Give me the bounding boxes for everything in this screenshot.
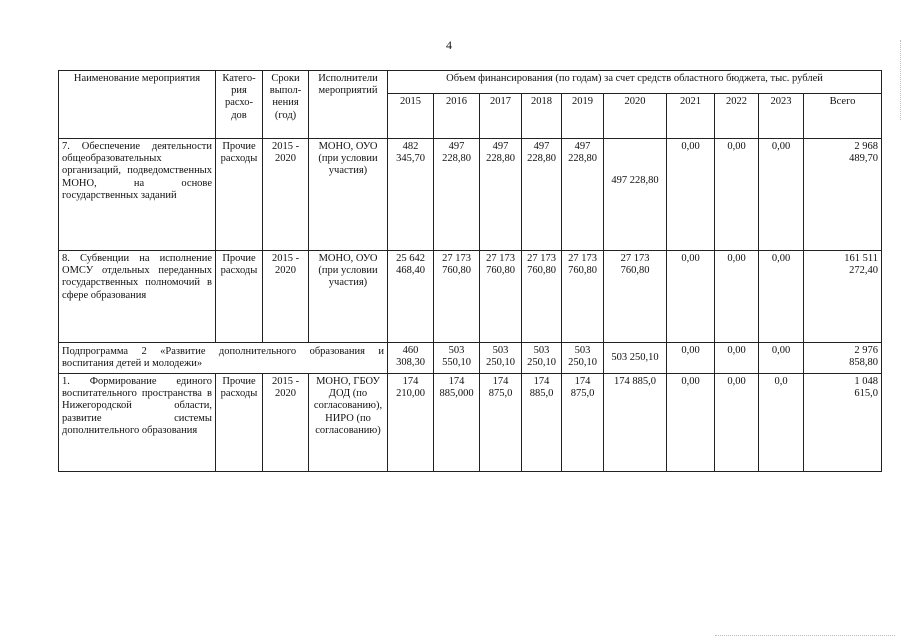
header-year: 2017	[480, 94, 522, 139]
header-funding: Объем финансирования (по годам) за счет средств областного бюджета, тыс. рублей	[388, 71, 882, 94]
row-terms: 2015 - 2020	[263, 374, 309, 472]
header-terms: Сроки выпол- нения (год)	[263, 71, 309, 139]
row-value: 503 250,10	[562, 343, 604, 374]
scan-edge-mark	[897, 40, 901, 120]
header-year: 2015	[388, 94, 434, 139]
row-total: 1 048 615,0	[804, 374, 882, 472]
row-total: 2 976 858,80	[804, 343, 882, 374]
row-value: 497 228,80	[522, 139, 562, 251]
table-row	[59, 343, 882, 374]
row-name: 7. Обеспечение деятельности общеобразовательных организаций, подведомственных МОНО, на основе государственных заданий	[59, 139, 216, 251]
row-executors: МОНО, ГБОУ ДОД (по согласованию), НИРО (по согласованию)	[309, 374, 388, 472]
header-category: Катего- рия расхо- дов	[216, 71, 263, 139]
subprogram-title: Подпрограмма 2 «Развитие дополнительного образования и воспитания детей и молодежи»	[59, 343, 388, 374]
table-row	[59, 139, 882, 251]
row-executors: МОНО, ОУО (при условии участия)	[309, 139, 388, 251]
row-value: 27 173 760,80	[434, 251, 480, 343]
row-value: 497 228,80	[434, 139, 480, 251]
row-value: 0,00	[667, 343, 715, 374]
row-value: 0,00	[715, 374, 759, 472]
header-executors: Исполнители мероприятий	[309, 71, 388, 139]
header-total: Всего	[804, 94, 882, 139]
row-value: 174 885,0	[604, 374, 667, 472]
row-value: 27 173 760,80	[522, 251, 562, 343]
row-value: 174 885,000	[434, 374, 480, 472]
header-year: 2021	[667, 94, 715, 139]
row-value: 0,00	[667, 139, 715, 251]
header-year: 2020	[604, 94, 667, 139]
funding-table	[58, 70, 882, 472]
row-category: Прочие расходы	[216, 139, 263, 251]
row-value: 174 210,00	[388, 374, 434, 472]
row-value: 460 308,30	[388, 343, 434, 374]
row-value: 503 250,10	[480, 343, 522, 374]
row-value: 0,00	[715, 139, 759, 251]
row-value: 503 250,10	[522, 343, 562, 374]
header-year: 2022	[715, 94, 759, 139]
row-value: 27 173 760,80	[480, 251, 522, 343]
row-category: Прочие расходы	[216, 374, 263, 472]
header-year: 2023	[759, 94, 804, 139]
row-value: 0,0	[759, 374, 804, 472]
row-name: 8. Субвенции на исполнение ОМСУ отдельных переданных государственных полномочий в сфере образования	[59, 251, 216, 343]
row-value: 0,00	[667, 374, 715, 472]
header-year: 2016	[434, 94, 480, 139]
header-year: 2018	[522, 94, 562, 139]
row-total: 2 968 489,70	[804, 139, 882, 251]
row-value: 25 642 468,40	[388, 251, 434, 343]
header-year: 2019	[562, 94, 604, 139]
row-value: 0,00	[759, 139, 804, 251]
row-category: Прочие расходы	[216, 251, 263, 343]
row-value: 0,00	[759, 251, 804, 343]
row-value: 0,00	[759, 343, 804, 374]
row-executors: МОНО, ОУО (при условии участия)	[309, 251, 388, 343]
table-row	[59, 374, 882, 472]
row-value: 27 173 760,80	[604, 251, 667, 343]
row-terms: 2015 - 2020	[263, 251, 309, 343]
row-value: 0,00	[715, 251, 759, 343]
row-value: 174 875,0	[562, 374, 604, 472]
row-value: 482 345,70	[388, 139, 434, 251]
row-value: 497 228,80	[562, 139, 604, 251]
row-value: 503 550,10	[434, 343, 480, 374]
row-name: 1. Формирование единого воспитательного пространства в Нижегородской области, развитие системы дополнительного образования	[59, 374, 216, 472]
scan-bottom-mark	[715, 635, 895, 637]
page-number: 4	[446, 38, 452, 52]
row-value: 174 885,0	[522, 374, 562, 472]
row-value: 174 875,0	[480, 374, 522, 472]
row-total: 161 511 272,40	[804, 251, 882, 343]
row-terms: 2015 - 2020	[263, 139, 309, 251]
row-value: 0,00	[715, 343, 759, 374]
row-value: 497 228,80	[604, 139, 667, 251]
header-name: Наименование мероприятия	[59, 71, 216, 139]
header-row	[59, 71, 882, 94]
table-row	[59, 251, 882, 343]
row-value: 503 250,10	[604, 343, 667, 374]
row-value: 497 228,80	[480, 139, 522, 251]
row-value: 27 173 760,80	[562, 251, 604, 343]
row-value: 0,00	[667, 251, 715, 343]
